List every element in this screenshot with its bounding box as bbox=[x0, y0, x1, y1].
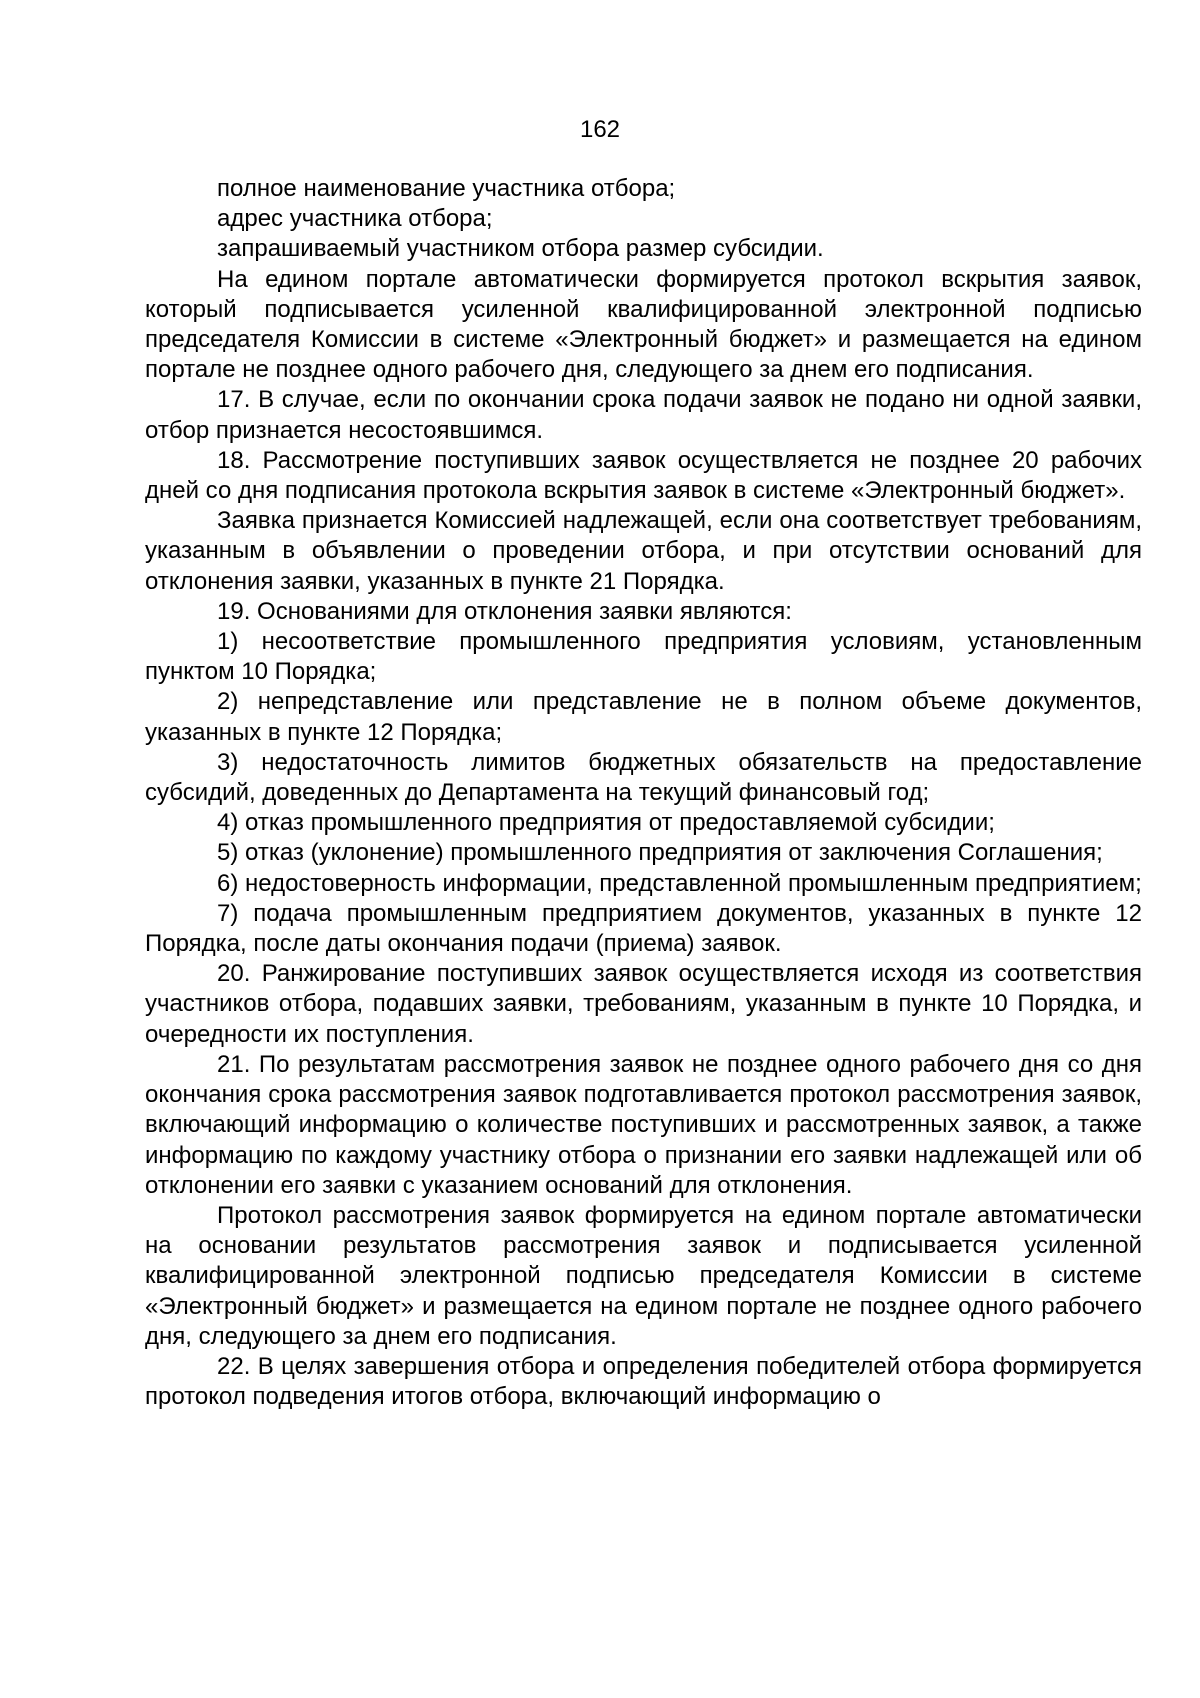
paragraph: 20. Ранжирование поступивших заявок осуществляется исходя из соответствия участников отбора, подавших заявки, требованиям, указанным в пункте 10 Порядка, и очередности их поступления. bbox=[145, 960, 1142, 1048]
paragraph: полное наименование участника отбора; bbox=[217, 175, 676, 202]
paragraph: 1) несоответствие промышленного предприятия условиям, установленным пунктом 10 Порядка; bbox=[145, 628, 1142, 686]
paragraph: 2) непредставление или представление не в полном объеме документов, указанных в пункте 12 Порядка; bbox=[145, 688, 1142, 746]
paragraph: 21. По результатам рассмотрения заявок не позднее одного рабочего дня со дня окончания срока рассмотрения заявок подготавливается протокол рассмотрения заявок, включающий информацию о количестве поступивших и рассмотренных заявок, а также информацию по каждому участнику отбора о признании его заявки надлежащей или об отклонении его заявки с указанием оснований для отклонения. bbox=[145, 1050, 1142, 1199]
paragraph: адрес участника отбора; bbox=[217, 205, 493, 233]
paragraph: 7) подача промышленным предприятием документов, указанных в пункте 12 Порядка, после даты окончания подачи (приема) заявок. bbox=[145, 899, 1142, 958]
paragraph: 18. Рассмотрение поступивших заявок осуществляется не позднее 20 рабочих дней со дня подписания протокола вскрытия заявок в системе «Электронный бюджет». bbox=[145, 446, 1142, 505]
paragraph: 4) отказ промышленного предприятия от предоставляемой субсидии; bbox=[217, 809, 995, 837]
document-body bbox=[145, 174, 1142, 1412]
paragraph: запрашиваемый участником отбора размер субсидии. bbox=[217, 235, 824, 263]
paragraph: 22. В целях завершения отбора и определения победителей отбора формируется протокол подведения итогов отбора, включающий информацию о bbox=[145, 1352, 1142, 1411]
paragraph: На едином портале автоматически формируется протокол вскрытия заявок, который подписывается усиленной квалифицированной электронной подписью председателя Комиссии в системе «Электронный бюджет» и размещается на едином портале не позднее одного рабочего дня, следующего за днем его подписания. bbox=[145, 265, 1142, 384]
paragraph: 5) отказ (уклонение) промышленного предприятия от заключения Соглашения; bbox=[217, 839, 1103, 867]
paragraph: Протокол рассмотрения заявок формируется на едином портале автоматически на основании результатов рассмотрения заявок и подписывается усиленной квалифицированной электронной подписью председателя Комиссии в системе «Электронный бюджет» и размещается на едином портале не позднее одного рабочего дня, следующего за днем его подписания. bbox=[145, 1201, 1142, 1350]
paragraph: Заявка признается Комиссией надлежащей, если она соответствует требованиям, указанным в объявлении о проведении отбора, и при отсутствии оснований для отклонения заявки, указанных в пункте 21 Порядка. bbox=[145, 507, 1142, 595]
paragraph: 17. В случае, если по окончании срока подачи заявок не подано ни одной заявки, отбор признается несостоявшимся. bbox=[145, 386, 1142, 444]
paragraph: 6) недостоверность информации, представленной промышленным предприятием; bbox=[217, 869, 1142, 897]
paragraph: 19. Основаниями для отклонения заявки являются: bbox=[217, 597, 792, 625]
page-number: 162 bbox=[579, 116, 621, 143]
paragraph: 3) недостаточность лимитов бюджетных обязательств на предоставление субсидий, доведенных до Департамента на текущий финансовый год; bbox=[145, 748, 1142, 807]
